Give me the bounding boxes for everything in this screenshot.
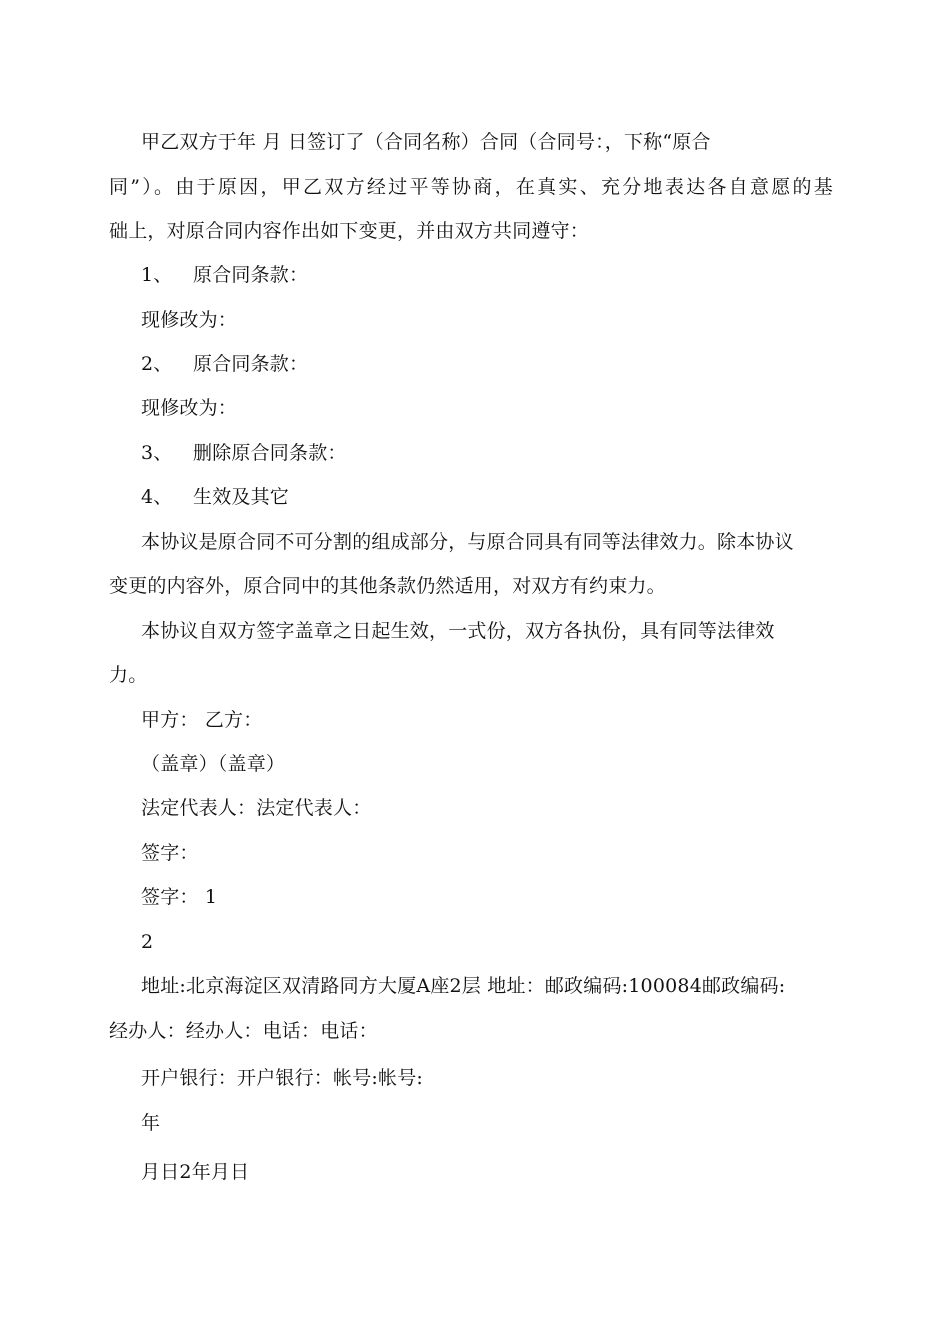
clause-number-3: 3、 bbox=[141, 442, 173, 464]
clause-item-2 bbox=[141, 352, 308, 376]
clause-number-4: 4、 bbox=[141, 486, 173, 508]
clause-item-3 bbox=[141, 441, 347, 465]
intro-line-1: 甲乙双方于年 月 日签订了（合同名称）合同（合同号：，下称“原合 bbox=[141, 131, 711, 153]
clause-item-1 bbox=[141, 263, 308, 287]
clause-text-1: 原合同条款： bbox=[193, 264, 309, 286]
page-number-line: 2 bbox=[141, 931, 154, 953]
address-line: 地址:北京海淀区双清路同方大厦A座2层 地址：邮政编码:100084邮政编码: bbox=[141, 975, 786, 997]
modification-line-2: 现修改为： bbox=[141, 397, 238, 419]
intro-line-2: 同”）。由于原因，甲乙双方经过平等协商，在真实、充分地表达各自意愿的基 bbox=[109, 176, 833, 198]
clause-number-1: 1、 bbox=[141, 264, 173, 286]
signature-line-1: 签字： bbox=[141, 842, 199, 864]
signature-line-2: 签字： 1 bbox=[141, 886, 218, 908]
effect-line-1: 本协议是原合同不可分割的组成部分，与原合同具有同等法律效力。除本协议 bbox=[141, 531, 794, 553]
representative-line: 法定代表人：法定代表人： bbox=[141, 797, 372, 819]
clause-text-3: 删除原合同条款： bbox=[193, 442, 347, 464]
effect-line-3: 本协议自双方签字盖章之日起生效，一式份，双方各执份，具有同等法律效 bbox=[141, 620, 775, 642]
clause-text-2: 原合同条款： bbox=[193, 353, 309, 375]
clause-item-4 bbox=[141, 485, 289, 509]
effect-line-4: 力。 bbox=[109, 664, 148, 686]
seal-line: （盖章）（盖章） bbox=[141, 753, 286, 775]
parties-line: 甲方： 乙方： bbox=[141, 709, 263, 731]
intro-line-3: 础上，对原合同内容作出如下变更，并由双方共同遵守： bbox=[109, 220, 590, 242]
handler-phone-line: 经办人：经办人：电话：电话： bbox=[109, 1020, 378, 1042]
effect-line-2: 变更的内容外，原合同中的其他条款仍然适用，对双方有约束力。 bbox=[109, 575, 666, 597]
clause-text-4: 生效及其它 bbox=[193, 486, 290, 508]
date-line: 月日2年月日 bbox=[141, 1161, 250, 1183]
year-line: 年 bbox=[141, 1112, 161, 1134]
modification-line-1: 现修改为： bbox=[141, 309, 238, 331]
bank-account-line: 开户银行：开户银行：帐号:帐号: bbox=[141, 1067, 424, 1089]
clause-number-2: 2、 bbox=[141, 353, 173, 375]
